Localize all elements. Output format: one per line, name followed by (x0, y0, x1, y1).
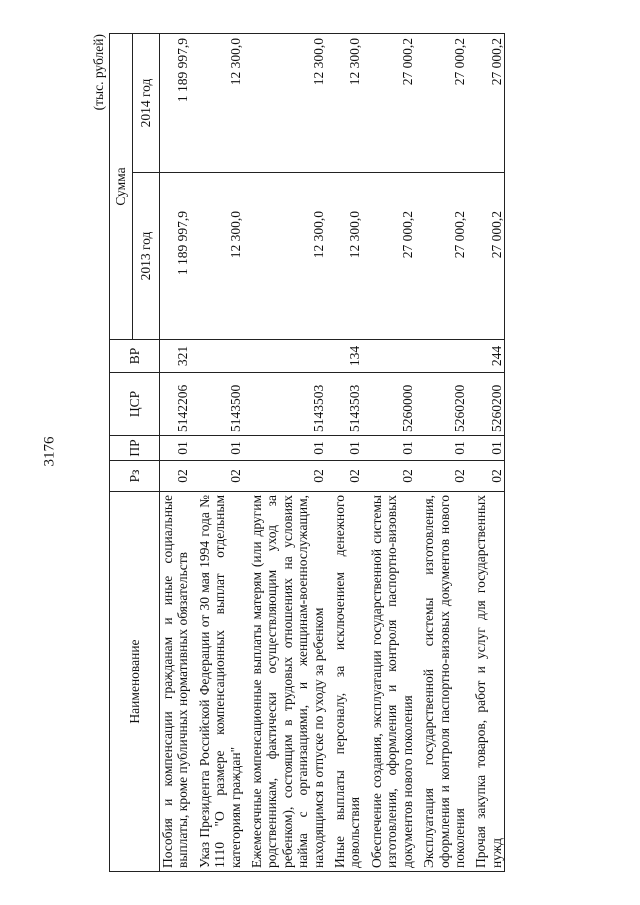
row-name: Иные выплаты персоналу, за исключением денежного довольствия (332, 492, 363, 872)
row-amount-2014: 27 000,2 (421, 33, 467, 172)
table-row (369, 33, 415, 871)
table-row (473, 33, 504, 871)
row-amount-2013: 12 300,0 (197, 173, 243, 340)
units-label: (тыс. рублей) (91, 34, 106, 111)
row-pr: 01 (249, 436, 326, 461)
table-row (160, 33, 191, 871)
budget-table (109, 33, 505, 872)
row-amount-2013: 1 189 997,9 (160, 173, 191, 340)
row-amount-2013: 27 000,2 (421, 173, 467, 340)
row-name: Указ Президента Российской Федерации от 30 мая 1994 года № 1110 "О размере компенсационных выплат отдельным категориям граждан" (197, 492, 243, 872)
row-amount-2014: 12 300,0 (332, 33, 363, 172)
header-year-2013: 2013 год (133, 173, 160, 340)
header-vr: ВР (110, 340, 160, 373)
row-name: Обеспечение создания, эксплуатации государственной системы изготовления, оформления и контроля паспортно-визовых документов нового поколения (369, 492, 415, 872)
row-pr: 01 (160, 436, 191, 461)
row-pr: 01 (473, 436, 504, 461)
row-vr: 244 (473, 340, 504, 373)
row-amount-2013: 12 300,0 (249, 173, 326, 340)
table-row (249, 33, 326, 871)
header-sum: Сумма (110, 33, 133, 339)
table-body (160, 33, 505, 871)
rotated-page-content (85, 34, 535, 872)
header-name: Наименование (110, 492, 160, 872)
row-name: Эксплуатация государственной системы изготовления, оформления и контроля паспортно-визовых документов нового поколения (421, 492, 467, 872)
row-name: Ежемесячные компенсационные выплаты матерям (или другим родственникам, фактически осуществляющим уход за ребенком), состоящим в трудовых отношениях на условиях найма с организациями, и женщинам-военнослужащим, находящимся в отпуске по уходу за ребенком (249, 492, 326, 872)
row-amount-2014: 1 189 997,9 (160, 33, 191, 172)
row-amount-2014: 27 000,2 (369, 33, 415, 172)
row-amount-2013: 27 000,2 (473, 173, 504, 340)
row-vr: 321 (160, 340, 191, 373)
header-csr: ЦСР (110, 373, 160, 436)
row-csr: 5142206 (160, 373, 191, 436)
row-rz: 02 (160, 461, 191, 492)
row-amount-2014: 12 300,0 (249, 33, 326, 172)
header-rz: Рз (110, 461, 160, 492)
row-vr (197, 340, 243, 373)
row-pr: 01 (197, 436, 243, 461)
table-row (332, 33, 363, 871)
row-amount-2013: 27 000,2 (369, 173, 415, 340)
row-csr: 5260200 (473, 373, 504, 436)
row-rz: 02 (332, 461, 363, 492)
row-amount-2014: 27 000,2 (473, 33, 504, 172)
row-pr: 01 (369, 436, 415, 461)
page-number: 3176 (41, 436, 58, 467)
row-vr (421, 340, 467, 373)
row-csr: 5260000 (369, 373, 415, 436)
row-rz: 02 (421, 461, 467, 492)
row-vr: 134 (332, 340, 363, 373)
row-csr: 5260200 (421, 373, 467, 436)
row-vr (369, 340, 415, 373)
row-csr: 5143500 (197, 373, 243, 436)
table-row (421, 33, 467, 871)
header-pr: ПР (110, 436, 160, 461)
row-amount-2014: 12 300,0 (197, 33, 243, 172)
header-year-2014: 2014 год (133, 33, 160, 172)
row-rz: 02 (249, 461, 326, 492)
row-rz: 02 (197, 461, 243, 492)
row-name: Пособия и компенсации гражданам и иные социальные выплаты, кроме публичных нормативных обязательств (160, 492, 191, 872)
table-row (197, 33, 243, 871)
row-csr: 5143503 (249, 373, 326, 436)
row-rz: 02 (473, 461, 504, 492)
row-name: Прочая закупка товаров, работ и услуг для государственных нужд (473, 492, 504, 872)
row-pr: 01 (421, 436, 467, 461)
row-vr (249, 340, 326, 373)
row-amount-2013: 12 300,0 (332, 173, 363, 340)
row-csr: 5143503 (332, 373, 363, 436)
row-pr: 01 (332, 436, 363, 461)
row-rz: 02 (369, 461, 415, 492)
